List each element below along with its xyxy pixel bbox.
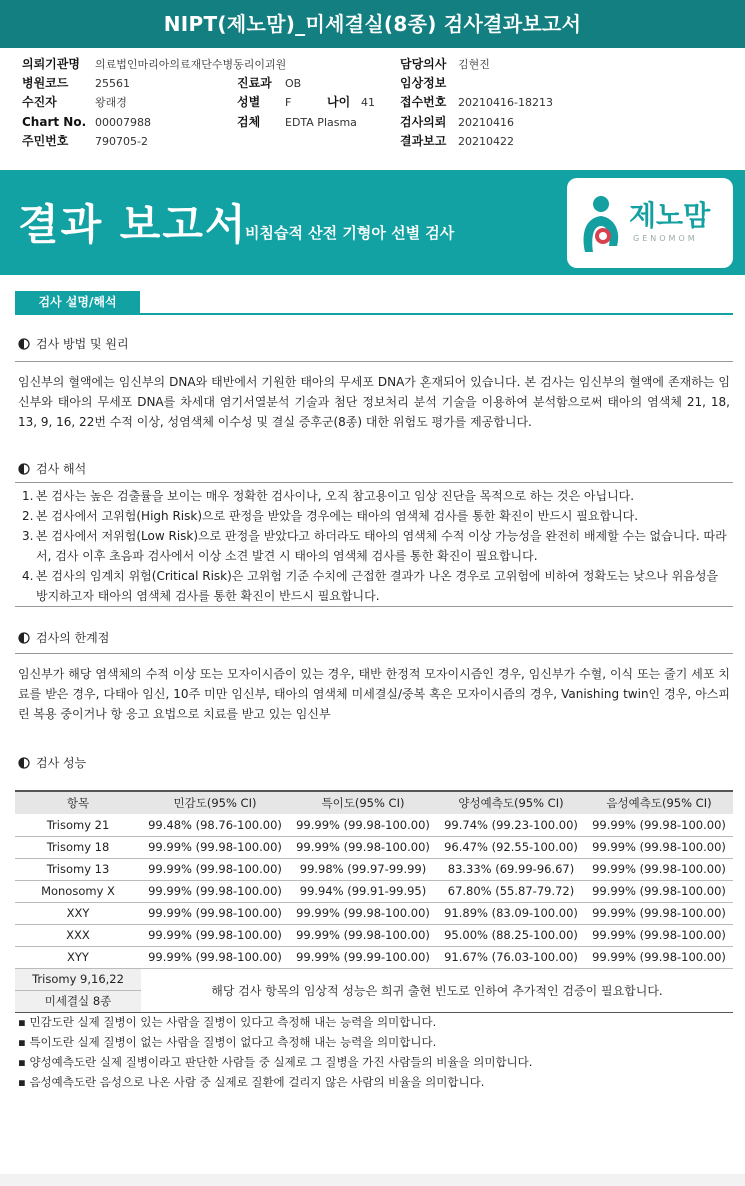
column-header: 특이도(95% CI) xyxy=(289,791,437,814)
list-item: 2. 본 검사에서 고위험(High Risk)으로 판정을 받았을 경우에는 태아의 염색체 검사를 통한 확진이 반드시 필요합니다. xyxy=(22,509,639,523)
genomom-logo xyxy=(567,178,733,268)
accession-value: 20210416-18213 xyxy=(458,96,553,109)
banner-subtitle: 비침습적 산전 기형아 선별 검사 xyxy=(245,224,455,242)
table-row: Trisomy 21 99.48% (98.76-100.00) 99.99% (99.98-100.00) 99.74% (99.23-100.00) 99.99% (99.98-100.00) xyxy=(15,814,733,836)
interpretation-heading-text: 검사 해석 xyxy=(36,462,87,476)
limits-body: 임신부가 해당 염색체의 수적 이상 또는 모자이시즘이 있는 경우, 태반 한정적 모자이시즘인 경우, 임신부가 수혈, 이식 또는 줄기 세포 치료를 받은 경우, 다태아 임신, 10주 미만 임신부, 태아의 염색체 미세결실/중복 혹은 모자이시즘의 경우, Vanishing twin인 경우, 아스피린 복용 중이거나 항 응고 요법으로 치료를 받고 있는 임신부 xyxy=(18,667,730,721)
interpretation-heading xyxy=(18,460,86,477)
hospital-code-label: 병원코드 xyxy=(22,76,69,90)
performance-heading-text: 검사 성능 xyxy=(36,756,87,770)
note-item: ▪ 특이도란 실제 질병이 없는 사람을 질병이 없다고 측정해 내는 능력을 의미합니다. xyxy=(18,1035,437,1049)
tab-underline xyxy=(15,313,733,315)
divider xyxy=(15,361,733,362)
half-circle-icon xyxy=(18,338,30,350)
note-item: ▪ 민감도란 실제 질병이 있는 사람을 질병이 있다고 측정해 내는 능력을 의미합니다. xyxy=(18,1015,437,1029)
rrn-value: 790705-2 xyxy=(95,135,148,148)
table-header-row xyxy=(15,791,733,814)
logo-text: 제노맘 xyxy=(629,199,711,232)
table-row: Trisomy 18 99.99% (99.98-100.00) 99.99% (99.98-100.00) 96.47% (92.55-100.00) 99.99% (99.98-100.00) xyxy=(15,836,733,858)
table-row xyxy=(15,968,733,990)
list-item: 1. 본 검사는 높은 검출률을 보이는 매우 정확한 검사이나, 오직 참고용이고 임상 진단을 목적으로 하는 것은 아닙니다. xyxy=(22,489,635,503)
hospital-code-value: 25561 xyxy=(95,77,130,90)
table-row: XXX 99.99% (99.98-100.00) 99.99% (99.98-100.00) 95.00% (88.25-100.00) 99.99% (99.98-100.00) xyxy=(15,924,733,946)
footer-strip xyxy=(0,1174,745,1186)
mother-child-icon xyxy=(579,194,623,254)
table-row: Trisomy 13 99.99% (99.98-100.00) 99.98% (99.97-99.99) 83.33% (69.99-96.67) 99.99% (99.98-100.00) xyxy=(15,858,733,880)
extra-item: 미세결실 8종 xyxy=(15,990,141,1012)
column-header: 항목 xyxy=(15,791,141,814)
sample-label: 검체 xyxy=(237,115,261,129)
method-heading-text: 검사 방법 및 원리 xyxy=(36,337,129,351)
definition-notes xyxy=(18,1012,730,1092)
sex-label: 성별 xyxy=(237,95,261,109)
sex-value: F xyxy=(285,96,292,109)
report-title-bar xyxy=(0,0,745,48)
half-circle-icon xyxy=(18,757,30,769)
chart-no-value: 00007988 xyxy=(95,116,151,129)
clinical-info-label: 임상정보 xyxy=(400,76,447,90)
note-item: ▪ 음성예측도란 음성으로 나온 사람 중 실제로 질환에 걸리지 않은 사람의 비율을 의미합니다. xyxy=(18,1075,485,1089)
column-header: 음성예측도(95% CI) xyxy=(585,791,733,814)
limits-heading xyxy=(18,629,109,646)
extra-note: 해당 검사 항목의 임상적 성능은 희귀 출현 빈도로 인하여 추가적인 검증이 필요합니다. xyxy=(141,968,733,1012)
report-title: NIPT(제노맘)_미세결실(8종) 검사결과보고서 xyxy=(163,12,582,36)
extra-item: Trisomy 9,16,22 xyxy=(15,968,141,990)
request-date-label: 검사의뢰 xyxy=(400,115,447,129)
note-item: ▪ 양성예측도란 실제 질병이라고 판단한 사람들 중 실제로 그 질병을 가진 사람들의 비율을 의미합니다. xyxy=(18,1055,533,1069)
doctor-label: 담당의사 xyxy=(400,57,447,71)
table-row: XYY 99.99% (99.98-100.00) 99.99% (99.99-100.00) 91.67% (76.03-100.00) 99.99% (99.98-100.00) xyxy=(15,946,733,968)
doctor-value: 김현진 xyxy=(458,58,490,71)
method-heading xyxy=(18,335,129,352)
divider xyxy=(15,653,733,654)
column-header: 양성예측도(95% CI) xyxy=(437,791,585,814)
age-label: 나이 xyxy=(327,95,351,109)
institution-value: 의료법인마리아의료재단수병동리이괴원 xyxy=(95,58,287,71)
table-row: Monosomy X 99.99% (99.98-100.00) 99.94% (99.91-99.95) 67.80% (55.87-79.72) 99.99% (99.98-100.00) xyxy=(15,880,733,902)
rrn-label: 주민번호 xyxy=(22,134,69,148)
sample-value: EDTA Plasma xyxy=(285,116,357,129)
dept-value: OB xyxy=(285,77,302,90)
performance-heading xyxy=(18,754,86,771)
banner-title: 결과 보고서 xyxy=(18,200,248,249)
list-item: 4. 본 검사의 임계치 위험(Critical Risk)은 고위험 기준 수치에 근접한 결과가 나온 경우로 고위험에 비하여 정확도는 낮으나 위음성을 방지하고자 태아의 염색체 검사를 통한 확진이 반드시 필요합니다. xyxy=(22,569,719,603)
half-circle-icon xyxy=(18,463,30,475)
limits-heading-text: 검사의 한계점 xyxy=(36,631,110,645)
tab-description: 검사 설명/해석 xyxy=(15,291,140,314)
column-header: 민감도(95% CI) xyxy=(141,791,289,814)
logo-subtext: GENOMOM xyxy=(633,234,698,243)
request-date-value: 20210416 xyxy=(458,116,514,129)
patient-name-label: 수진자 xyxy=(22,95,57,109)
report-date-label: 결과보고 xyxy=(400,134,447,148)
result-banner xyxy=(0,170,745,275)
patient-info xyxy=(0,52,745,152)
list-item: 3. 본 검사에서 저위험(Low Risk)으로 판정을 받았다고 하더라도 태아의 염색체 수적 이상 가능성을 완전히 배제할 수는 없습니다. 따라서, 검사 이후 초음파 검사에서 이상 소견 발견 시 태아의 염색체 검사를 통한 확진이 필요합니다. xyxy=(22,529,727,563)
performance-table xyxy=(15,790,733,1013)
age-value: 41 xyxy=(361,96,375,109)
chart-no-label: Chart No. xyxy=(22,115,87,129)
interpretation-list xyxy=(22,486,730,606)
half-circle-icon xyxy=(18,632,30,644)
patient-name-value: 왕래경 xyxy=(95,96,127,109)
divider xyxy=(15,606,733,607)
report-date-value: 20210422 xyxy=(458,135,514,148)
dept-label: 진료과 xyxy=(237,76,272,90)
divider xyxy=(15,482,733,483)
method-body: 임신부의 혈액에는 임신부의 DNA와 태반에서 기원한 태아의 무세포 DNA가 혼재되어 있습니다. 본 검사는 임신부의 혈액에 존재하는 임신부와 태아의 무세포 DNA를 차세대 염기서열분석 기술과 첨단 정보처리 분석 기술을 이용하여 분석함으로써 태아의 염색체 21, 18, 13, 9, 16, 22번 수적 이상, 성염색체 이수성 및 결실 증후군(8종) 대한 위험도 평가를 제공합니다. xyxy=(18,375,730,429)
table-row: XXY 99.99% (99.98-100.00) 99.99% (99.98-100.00) 91.89% (83.09-100.00) 99.99% (99.98-100.00) xyxy=(15,902,733,924)
institution-label: 의뢰기관명 xyxy=(22,57,80,71)
accession-label: 접수번호 xyxy=(400,95,447,109)
